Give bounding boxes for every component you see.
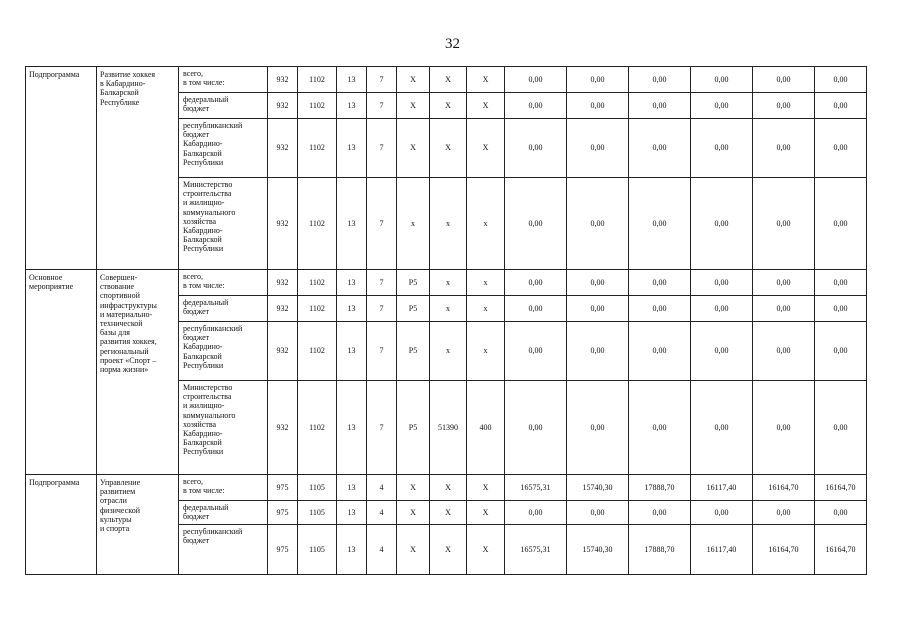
value-cell: 0,00 <box>505 322 567 381</box>
code-cell: 1102 <box>298 381 337 475</box>
code-cell: 932 <box>268 119 298 178</box>
code-cell: 975 <box>268 501 298 525</box>
code-cell: 932 <box>268 381 298 475</box>
code-cell: 7 <box>367 178 397 270</box>
code-cell: 1102 <box>298 119 337 178</box>
value-cell: 0,00 <box>753 178 815 270</box>
value-cell: 0,00 <box>753 322 815 381</box>
code-cell: 932 <box>268 322 298 381</box>
funding-source-cell: всего, в том числе: <box>179 475 268 501</box>
value-cell: 17888,70 <box>629 475 691 501</box>
value-cell: 0,00 <box>567 270 629 296</box>
code-cell: 7 <box>367 119 397 178</box>
code-cell: 7 <box>367 322 397 381</box>
code-cell: x <box>467 322 505 381</box>
program-type-cell: Основное мероприятие <box>26 270 97 475</box>
value-cell: 0,00 <box>567 501 629 525</box>
value-cell: 0,00 <box>567 119 629 178</box>
code-cell: 1102 <box>298 67 337 93</box>
value-cell: 0,00 <box>629 119 691 178</box>
value-cell: 0,00 <box>691 93 753 119</box>
code-cell: X <box>467 67 505 93</box>
value-cell: 0,00 <box>567 296 629 322</box>
code-cell: 13 <box>337 93 367 119</box>
value-cell: 16164,70 <box>815 475 867 501</box>
value-cell: 16117,40 <box>691 525 753 575</box>
code-cell: 13 <box>337 67 367 93</box>
code-cell: X <box>430 501 467 525</box>
value-cell: 16575,31 <box>505 525 567 575</box>
value-cell: 0,00 <box>753 67 815 93</box>
code-cell: 13 <box>337 501 367 525</box>
funding-source-cell: Министерство строительства и жилищно- коммунального хозяйства Кабардино- Балкарской Республики <box>179 178 268 270</box>
code-cell: X <box>397 501 430 525</box>
value-cell: 16164,70 <box>815 525 867 575</box>
value-cell: 0,00 <box>505 501 567 525</box>
funding-source-cell: Министерство строительства и жилищно- коммунального хозяйства Кабардино- Балкарской Республики <box>179 381 268 475</box>
code-cell: X <box>397 525 430 575</box>
code-cell: 975 <box>268 525 298 575</box>
value-cell: 17888,70 <box>629 525 691 575</box>
value-cell: 0,00 <box>815 270 867 296</box>
code-cell: 932 <box>268 93 298 119</box>
code-cell: 7 <box>367 381 397 475</box>
value-cell: 16117,40 <box>691 475 753 501</box>
value-cell: 0,00 <box>505 296 567 322</box>
value-cell: 0,00 <box>505 119 567 178</box>
value-cell: 0,00 <box>629 322 691 381</box>
code-cell: X <box>397 67 430 93</box>
value-cell: 0,00 <box>629 381 691 475</box>
value-cell: 0,00 <box>629 67 691 93</box>
value-cell: 0,00 <box>753 119 815 178</box>
value-cell: 0,00 <box>815 322 867 381</box>
value-cell: 16164,70 <box>753 475 815 501</box>
value-cell: 0,00 <box>691 296 753 322</box>
code-cell: X <box>467 525 505 575</box>
funding-source-cell: республиканский бюджет Кабардино- Балкарской Республики <box>179 119 268 178</box>
code-cell: x <box>430 178 467 270</box>
value-cell: 0,00 <box>629 178 691 270</box>
funding-source-cell: всего, в том числе: <box>179 67 268 93</box>
code-cell: X <box>467 119 505 178</box>
value-cell: 0,00 <box>753 381 815 475</box>
funding-source-cell: федеральный бюджет <box>179 501 268 525</box>
code-cell: 4 <box>367 525 397 575</box>
code-cell: 400 <box>467 381 505 475</box>
value-cell: 0,00 <box>691 381 753 475</box>
code-cell: x <box>467 296 505 322</box>
code-cell: 13 <box>337 296 367 322</box>
code-cell: 7 <box>367 93 397 119</box>
funding-source-cell: республиканский бюджет <box>179 525 268 575</box>
code-cell: 13 <box>337 475 367 501</box>
code-cell: X <box>467 501 505 525</box>
code-cell: 1102 <box>298 296 337 322</box>
code-cell: 975 <box>268 475 298 501</box>
value-cell: 0,00 <box>567 322 629 381</box>
code-cell: 4 <box>367 475 397 501</box>
value-cell: 0,00 <box>567 178 629 270</box>
code-cell: 13 <box>337 270 367 296</box>
value-cell: 0,00 <box>691 178 753 270</box>
value-cell: 0,00 <box>505 67 567 93</box>
funding-source-cell: республиканский бюджет Кабардино- Балкарской Республики <box>179 322 268 381</box>
page-number: 32 <box>445 36 460 52</box>
value-cell: 0,00 <box>567 381 629 475</box>
code-cell: X <box>430 119 467 178</box>
code-cell: 51390 <box>430 381 467 475</box>
code-cell: X <box>397 93 430 119</box>
value-cell: 0,00 <box>691 501 753 525</box>
code-cell: X <box>467 93 505 119</box>
code-cell: 7 <box>367 296 397 322</box>
code-cell: 932 <box>268 178 298 270</box>
program-type-cell: Подпрограмма <box>26 67 97 270</box>
value-cell: 0,00 <box>753 501 815 525</box>
code-cell: 932 <box>268 296 298 322</box>
code-cell: 932 <box>268 67 298 93</box>
value-cell: 0,00 <box>505 93 567 119</box>
code-cell: X <box>397 119 430 178</box>
value-cell: 0,00 <box>691 270 753 296</box>
value-cell: 0,00 <box>567 67 629 93</box>
code-cell: 1102 <box>298 322 337 381</box>
value-cell: 0,00 <box>815 119 867 178</box>
code-cell: x <box>467 270 505 296</box>
code-cell: 1105 <box>298 525 337 575</box>
code-cell: 932 <box>268 270 298 296</box>
program-name-cell: Совершен- ствование спортивной инфраструктуры и материально- технической базы для развития хоккея, региональный проект «Спорт – норма жизни» <box>97 270 179 475</box>
value-cell: 15740,30 <box>567 525 629 575</box>
value-cell: 0,00 <box>505 381 567 475</box>
code-cell: P5 <box>397 381 430 475</box>
code-cell: 1102 <box>298 93 337 119</box>
code-cell: 13 <box>337 525 367 575</box>
value-cell: 16575,31 <box>505 475 567 501</box>
value-cell: 0,00 <box>505 270 567 296</box>
code-cell: x <box>397 178 430 270</box>
table-body <box>26 67 867 575</box>
value-cell: 0,00 <box>753 296 815 322</box>
code-cell: x <box>430 270 467 296</box>
code-cell: 7 <box>367 270 397 296</box>
value-cell: 0,00 <box>815 93 867 119</box>
value-cell: 0,00 <box>629 296 691 322</box>
code-cell: 1102 <box>298 270 337 296</box>
value-cell: 0,00 <box>815 67 867 93</box>
code-cell: 7 <box>367 67 397 93</box>
code-cell: X <box>430 475 467 501</box>
funding-source-cell: федеральный бюджет <box>179 296 268 322</box>
value-cell: 0,00 <box>691 67 753 93</box>
code-cell: X <box>430 93 467 119</box>
code-cell: 1102 <box>298 178 337 270</box>
code-cell: 1105 <box>298 475 337 501</box>
code-cell: 13 <box>337 178 367 270</box>
code-cell: 13 <box>337 119 367 178</box>
value-cell: 0,00 <box>815 178 867 270</box>
value-cell: 0,00 <box>815 381 867 475</box>
program-name-cell: Управление развитием отрасли физической культуры и спорта <box>97 475 179 575</box>
code-cell: 13 <box>337 381 367 475</box>
funding-source-cell: всего, в том числе: <box>179 270 268 296</box>
value-cell: 0,00 <box>815 501 867 525</box>
program-name-cell: Развитие хоккея в Кабардино- Балкарской Республике <box>97 67 179 270</box>
code-cell: X <box>467 475 505 501</box>
code-cell: X <box>397 475 430 501</box>
code-cell: X <box>430 67 467 93</box>
table-row <box>26 67 867 93</box>
value-cell: 0,00 <box>691 119 753 178</box>
program-type-cell: Подпрограмма <box>26 475 97 575</box>
code-cell: 4 <box>367 501 397 525</box>
code-cell: 13 <box>337 322 367 381</box>
table-row <box>26 475 867 501</box>
value-cell: 0,00 <box>815 296 867 322</box>
code-cell: X <box>430 525 467 575</box>
value-cell: 0,00 <box>753 270 815 296</box>
value-cell: 0,00 <box>505 178 567 270</box>
value-cell: 0,00 <box>629 501 691 525</box>
table-row <box>26 270 867 296</box>
value-cell: 0,00 <box>753 93 815 119</box>
value-cell: 0,00 <box>629 270 691 296</box>
code-cell: 1105 <box>298 501 337 525</box>
funding-source-cell: федеральный бюджет <box>179 93 268 119</box>
code-cell: x <box>430 322 467 381</box>
value-cell: 0,00 <box>567 93 629 119</box>
code-cell: P5 <box>397 270 430 296</box>
code-cell: x <box>467 178 505 270</box>
code-cell: x <box>430 296 467 322</box>
value-cell: 0,00 <box>629 93 691 119</box>
code-cell: P5 <box>397 296 430 322</box>
budget-table <box>25 66 867 575</box>
value-cell: 16164,70 <box>753 525 815 575</box>
code-cell: P5 <box>397 322 430 381</box>
value-cell: 15740,30 <box>567 475 629 501</box>
value-cell: 0,00 <box>691 322 753 381</box>
